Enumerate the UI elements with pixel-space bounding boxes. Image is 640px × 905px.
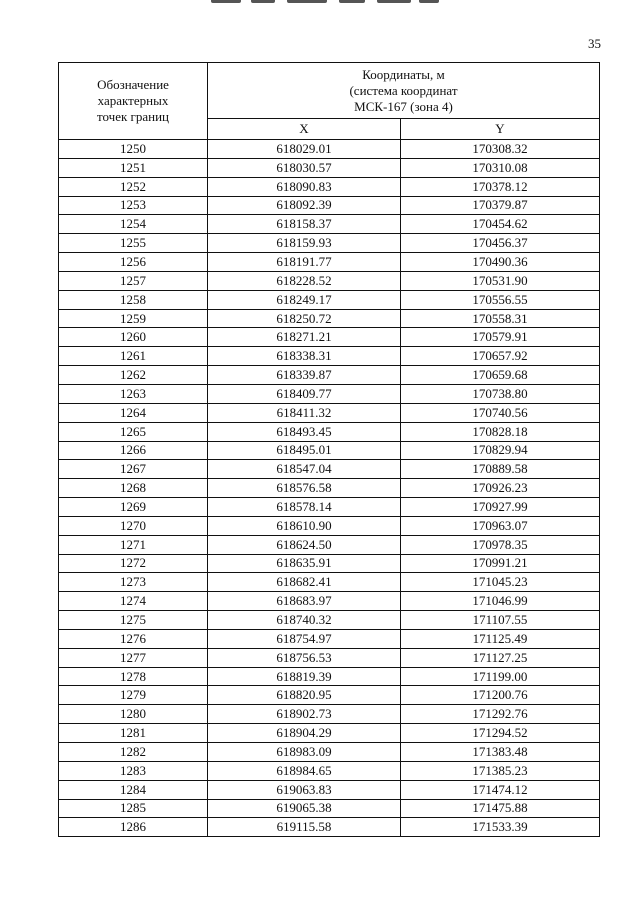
y-coordinate-cell: 171046.99 [401,592,600,611]
x-coordinate-cell: 618411.32 [208,403,401,422]
table-row [59,309,600,328]
table-row [59,253,600,272]
point-cell: 1262 [59,366,208,385]
point-cell: 1272 [59,554,208,573]
table-row [59,422,600,441]
coords-header [208,63,600,119]
y-coordinate-cell: 170926.23 [401,479,600,498]
point-cell: 1285 [59,799,208,818]
table-row [59,818,600,837]
table-row [59,516,600,535]
y-coordinate-cell: 171383.48 [401,743,600,762]
y-coordinate-cell: 171127.25 [401,648,600,667]
point-cell: 1259 [59,309,208,328]
table-row [59,799,600,818]
x-coordinate-cell: 618983.09 [208,743,401,762]
table-body [59,140,600,837]
table-row [59,535,600,554]
point-cell: 1273 [59,573,208,592]
table-row [59,573,600,592]
page-number: 35 [588,36,601,51]
y-coordinate-cell: 170456.37 [401,234,600,253]
table-row [59,384,600,403]
point-cell: 1265 [59,422,208,441]
x-coordinate-cell: 618249.17 [208,290,401,309]
coords-header-line: Координаты, м [362,66,445,82]
y-coordinate-cell: 170579.91 [401,328,600,347]
table-row [59,554,600,573]
x-coordinate-cell: 618339.87 [208,366,401,385]
table-row [59,215,600,234]
table-row [59,271,600,290]
table-row [59,177,600,196]
x-coordinate-cell: 618338.31 [208,347,401,366]
x-coordinate-cell: 618682.41 [208,573,401,592]
x-coordinate-cell: 618576.58 [208,479,401,498]
y-coordinate-cell: 170308.32 [401,140,600,159]
table-row [59,592,600,611]
point-cell: 1280 [59,705,208,724]
point-cell: 1267 [59,460,208,479]
y-coordinate-cell: 171294.52 [401,724,600,743]
y-coordinate-cell: 170828.18 [401,422,600,441]
x-coordinate-cell: 618740.32 [208,611,401,630]
x-coordinate-cell: 618493.45 [208,422,401,441]
table-row [59,158,600,177]
table-row [59,686,600,705]
x-coordinate-cell: 618635.91 [208,554,401,573]
y-coordinate-cell: 170991.21 [401,554,600,573]
y-coordinate-cell: 171107.55 [401,611,600,630]
point-cell: 1252 [59,177,208,196]
point-cell: 1278 [59,667,208,686]
x-coordinate-cell: 619115.58 [208,818,401,837]
point-cell: 1254 [59,215,208,234]
y-coordinate-cell: 170378.12 [401,177,600,196]
point-cell: 1268 [59,479,208,498]
y-coordinate-cell: 170454.62 [401,215,600,234]
point-cell: 1264 [59,403,208,422]
x-coordinate-cell: 618495.01 [208,441,401,460]
y-coordinate-cell: 170927.99 [401,498,600,517]
point-cell: 1256 [59,253,208,272]
x-coordinate-cell: 618159.93 [208,234,401,253]
point-cell: 1257 [59,271,208,290]
point-cell: 1279 [59,686,208,705]
y-coordinate-cell: 170490.36 [401,253,600,272]
point-cell: 1260 [59,328,208,347]
coords-header-line: МСК-167 (зона 4) [354,98,453,114]
y-coordinate-cell: 171125.49 [401,629,600,648]
y-coordinate-cell: 170558.31 [401,309,600,328]
y-coordinate-cell: 170978.35 [401,535,600,554]
x-coordinate-cell: 618610.90 [208,516,401,535]
x-coordinate-cell: 618578.14 [208,498,401,517]
y-coordinate-cell: 170889.58 [401,460,600,479]
x-coordinate-cell: 618092.39 [208,196,401,215]
point-header-line: характерных [97,93,169,108]
point-cell: 1274 [59,592,208,611]
point-header-line: Обозначение [97,77,169,92]
table-row [59,761,600,780]
y-coordinate-cell: 170531.90 [401,271,600,290]
x-coordinate-cell: 618904.29 [208,724,401,743]
table-row [59,780,600,799]
y-coordinate-cell: 170740.56 [401,403,600,422]
y-coordinate-cell: 170963.07 [401,516,600,535]
table-row [59,140,600,159]
point-cell: 1263 [59,384,208,403]
x-coordinate-cell: 618271.21 [208,328,401,347]
point-cell: 1283 [59,761,208,780]
table-row [59,196,600,215]
x-coordinate-cell: 618029.01 [208,140,401,159]
point-cell: 1282 [59,743,208,762]
point-header [59,63,208,140]
table-row [59,667,600,686]
table-row [59,290,600,309]
x-coordinate-cell: 619065.38 [208,799,401,818]
point-cell: 1269 [59,498,208,517]
scan-artifact [205,0,445,5]
x-coordinate-cell: 618191.77 [208,253,401,272]
point-cell: 1261 [59,347,208,366]
table-row [59,648,600,667]
y-coordinate-cell: 171533.39 [401,818,600,837]
y-coordinate-cell: 170829.94 [401,441,600,460]
x-coordinate-cell: 618228.52 [208,271,401,290]
table-row [59,403,600,422]
x-coordinate-cell: 618902.73 [208,705,401,724]
table-row [59,479,600,498]
x-coordinate-cell: 618819.39 [208,667,401,686]
point-cell: 1281 [59,724,208,743]
point-cell: 1271 [59,535,208,554]
y-coordinate-cell: 170738.80 [401,384,600,403]
coordinates-table [58,62,600,837]
table-row [59,629,600,648]
x-coordinate-cell: 619063.83 [208,780,401,799]
x-coordinate-cell: 618683.97 [208,592,401,611]
point-cell: 1284 [59,780,208,799]
table-row [59,366,600,385]
table-row [59,498,600,517]
y-header: Y [401,119,600,140]
point-cell: 1277 [59,648,208,667]
y-coordinate-cell: 170310.08 [401,158,600,177]
y-coordinate-cell: 170556.55 [401,290,600,309]
point-cell: 1270 [59,516,208,535]
point-cell: 1266 [59,441,208,460]
point-cell: 1250 [59,140,208,159]
y-coordinate-cell: 171200.76 [401,686,600,705]
y-coordinate-cell: 170657.92 [401,347,600,366]
x-coordinate-cell: 618756.53 [208,648,401,667]
x-header: X [208,119,401,140]
x-coordinate-cell: 618030.57 [208,158,401,177]
point-cell: 1275 [59,611,208,630]
x-coordinate-cell: 618624.50 [208,535,401,554]
table-row [59,460,600,479]
point-cell: 1253 [59,196,208,215]
table-row [59,705,600,724]
y-coordinate-cell: 170659.68 [401,366,600,385]
x-coordinate-cell: 618820.95 [208,686,401,705]
x-coordinate-cell: 618409.77 [208,384,401,403]
point-cell: 1258 [59,290,208,309]
y-coordinate-cell: 171199.00 [401,667,600,686]
y-coordinate-cell: 171385.23 [401,761,600,780]
point-header-line: точек границ [96,109,170,124]
point-cell: 1255 [59,234,208,253]
table-row [59,328,600,347]
y-coordinate-cell: 171474.12 [401,780,600,799]
y-coordinate-cell: 170379.87 [401,196,600,215]
x-coordinate-cell: 618158.37 [208,215,401,234]
table-row [59,724,600,743]
x-coordinate-cell: 618547.04 [208,460,401,479]
table-row [59,234,600,253]
table-row [59,743,600,762]
table-row [59,347,600,366]
point-cell: 1286 [59,818,208,837]
table-row [59,611,600,630]
x-coordinate-cell: 618984.65 [208,761,401,780]
point-cell: 1276 [59,629,208,648]
table-row [59,441,600,460]
x-coordinate-cell: 618250.72 [208,309,401,328]
coords-header-line: (система координат [349,82,458,98]
y-coordinate-cell: 171475.88 [401,799,600,818]
y-coordinate-cell: 171045.23 [401,573,600,592]
x-coordinate-cell: 618754.97 [208,629,401,648]
point-cell: 1251 [59,158,208,177]
y-coordinate-cell: 171292.76 [401,705,600,724]
x-coordinate-cell: 618090.83 [208,177,401,196]
